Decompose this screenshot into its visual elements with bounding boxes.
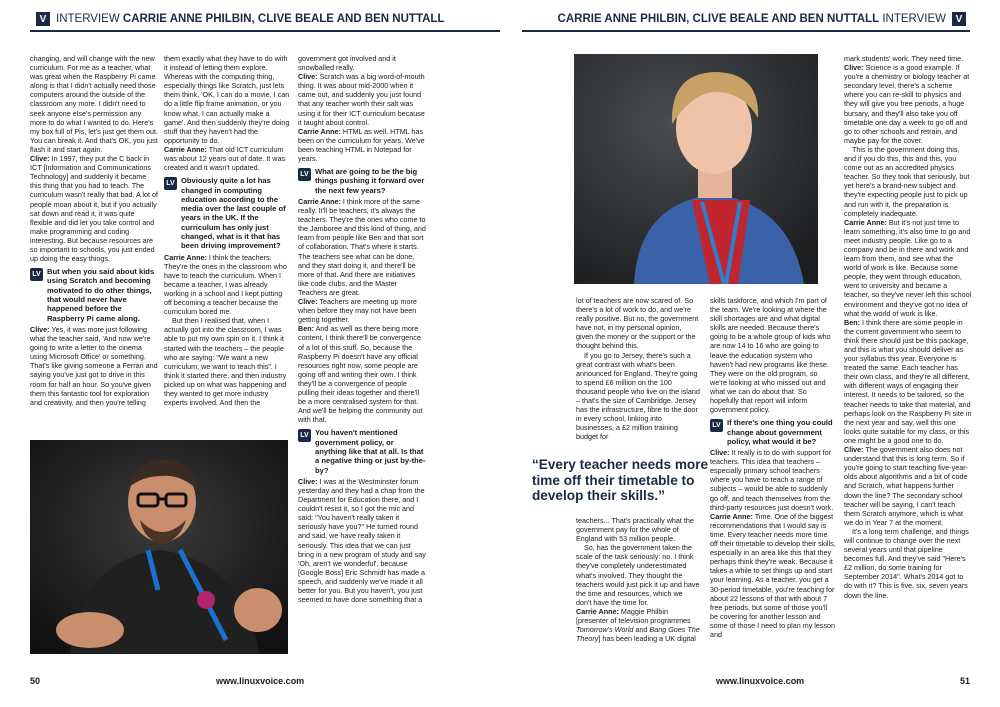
section-label: INTERVIEW (56, 13, 120, 25)
speaker: Clive: (30, 324, 50, 334)
paragraph: Carrie Anne: But it's not just time to learn something, it's also time to go and meet industry people. Like go to a company and be in there and work and learn from them, and see what the world of work is like. Because some people, they went through education, went to university and became a teacher, so they've never left this school environment and they've got no idea of what the world of work is like. (844, 217, 972, 318)
pull-quote: “Every teacher needs more time off their timetable to develop their skills.” (532, 457, 709, 503)
interview-question: LV Obviously quite a lot has changed in computing education according to the media over the last couple of years in the UK. If the curriculum has only just changed, what is it that has been driving improvement? (164, 176, 290, 250)
page-number-left: 50 (30, 676, 41, 686)
article-column-4-bottom (576, 516, 700, 666)
interview-question: LV If there's one thing you could change about government policy, what would it be? (710, 418, 836, 446)
speaker: Carrie Anne: (298, 197, 341, 207)
linux-voice-logo-icon: V (36, 12, 50, 26)
interview-question: LV You haven't mentioned government policy, or anything like that at all. Is that a negative thing or just by-the-by? (298, 428, 426, 474)
photo-clive-beale (30, 440, 288, 654)
speaker: Carrie Anne: (298, 126, 341, 136)
paragraph: Clive: I was at the Westminster forum yesterday and they had a chap from the Department for Education there, and I couldn't resist it, so I got the mic and said: "You haven't really taken it seriously have you?" He turned round and said, we have really taken it seriously. This idea that we can just bring in a new program of study and say 'Oh, aren't we wonderful', because [Google Boss] Eric Schmidt has made a speech, and suddenly we've made it all better for you. But you haven't, you just seemed to have done something that a (298, 476, 426, 605)
paragraph: Carrie Anne: Time. One of the biggest recommendations that I would say is time. Every teacher needs more time off their timetable to develop their skills, especially in an area like this that they perhaps think they're weak. Because it takes a while to set things up and start your learning. As a teacher, you get a 30-period timetable, you're teaching for about 22 lessons of that with about 7 free periods, but some of those you'll be covering for another lesson and some of those I need to plan my lesson and (710, 511, 836, 639)
paragraph: Clive: In 1997, they put the C back in ICT [Information and Communications Technology] and suddenly it became this thing that you had to teach. The curriculum wasn't really that bad. A lot of people moan about it, but if you actually sat down and read it, it was quite flexible and did let you take control and make programming and coding interesting. But because resources are so important to schools, you just ended up doing the easy things. (30, 154, 158, 264)
interview-question: LV But when you said about kids using Scratch and becoming motivated to do other things, that would never have happened before the Raspberry Pi came along. (30, 267, 158, 323)
paragraph: Carrie Anne: I think the teachers. They're the ones in the classroom who have to teach the curriculum. When I became a teacher, I was already working in a school and I kept putting off becoming a teacher because the curriculum bored me. (164, 252, 287, 317)
question-icon: LV (298, 429, 311, 442)
page-header-right (558, 10, 972, 28)
paragraph: Clive: It really is to do with support for teachers. This idea that teachers – especially primary school teachers where you have to teach a range of subjects – would be able to suddenly go off, and teach themselves from the third-party resources just doesn't work. (710, 448, 834, 512)
paragraph: Carrie Anne: HTML as well. HTML has been on the curriculum for years. We've been teaching HTML in Notepad for years. (298, 126, 425, 164)
speaker: Clive: (298, 476, 318, 486)
footer-url-right: www.linuxvoice.com (716, 676, 805, 686)
paragraph: Carrie Anne: Maggie Philbin [presenter of television programmes Tomorrow's World and Bang Goes The Theory] has been leading a UK digital (576, 606, 700, 644)
article-column-1 (30, 54, 158, 434)
paragraph: changing, and will change with the new curriculum. For me as a teacher, what was great when the Raspberry Pi came along is that I didn't actually need those computers around the outside of the classroom any more. I didn't need to seek anyone else's permission any more to do what I wanted to do. Here's my box full of Pis, let's just get them out. You can break it. And that's OK, you just flash it and start again. (30, 54, 158, 154)
paragraph: It's a long term challenge, and things will continue to change over the next several years until that pipeline becomes full. And they've said "Here's £2 million, do some training for September 2014". What's 2014 got to do with it? This is five, six, seven years down the line. (844, 526, 969, 600)
paragraph: This is the government doing this, and if you do this, this and this, you come out as an accredited physics teacher. So they took that seriously, but yet here's a brand-new subject and they're expecting people just to pick up and run with it, the preparation is completely inadequate. (844, 144, 970, 218)
paragraph: Clive: Science is a good example. If you're a chemistry or biology teacher at secondary level, there's a scheme where you can re-skill to physics and they will give you free periods, a huge bursary, and they'll also take you off timetable one day a week to go off and go to other schools and retrain, and maybe pay for the cover. (844, 63, 970, 145)
paragraph: mark students' work. They need time. (844, 54, 964, 63)
speaker: Clive: (844, 445, 864, 455)
header-names-left: CARRIE ANNE PHILBIN, CLIVE BEALE AND BEN NUTTALL (122, 13, 445, 25)
paragraph: Carrie Anne: That old ICT curriculum was about 12 years out of date. It was created and it wasn't updated. (164, 144, 286, 173)
article-column-2 (164, 54, 290, 434)
paragraph: them exactly what they have to do with it instead of letting them explore. Whereas with the computing thing, especially things like Scratch, just lets them think, 'OK, I can do a movie, I can do a little flip frame animation, or you know what, I can actually make a game'. And then suddenly they're doing stuff that they haven't had the opportunity to do. (164, 54, 290, 145)
speaker: Ben: (844, 317, 860, 327)
speaker: Clive: (298, 297, 318, 307)
speaker: Carrie Anne: (844, 217, 887, 227)
photo-illustration (30, 440, 288, 654)
speaker: Clive: (710, 448, 730, 458)
paragraph: Carrie Anne: I think more of the same really. It'll be teachers, it's always the teachers. They're the ones who come to the Jamboree and this kind of thing, and learn from people like Ben and that sort of collaboration. That's where it starts. The teachers see what can be done, and they start doing it, and there'll be more of that. And there are initiatives like code clubs, and the Master Teachers are great. (298, 197, 426, 297)
paragraph: Clive: Teachers are meeting up more when before they may not have been getting together. (298, 297, 417, 325)
article-column-4-top (576, 296, 700, 454)
header-names-right: CARRIE ANNE PHILBIN, CLIVE BEALE AND BEN NUTTALL (557, 13, 880, 25)
paragraph: But then I realised that, when I actually got into the classroom, I was able to put my own spin on it. I think it started with the teachers – the people who are saying: "We want a new curriculum; we want to teach this". I think it started there, and then industry picked up on what was happening and they wanted to get more industry experts involved. And then the (164, 316, 287, 408)
speaker: Clive: (844, 63, 864, 73)
speaker: Carrie Anne: (164, 252, 207, 262)
paragraph: government got involved and it snowballed really. (298, 54, 396, 73)
article-column-5 (710, 296, 836, 666)
question-icon: LV (30, 268, 43, 281)
question-icon: LV (164, 177, 177, 190)
question-icon: LV (298, 168, 311, 181)
linux-voice-logo-icon: V (952, 12, 966, 26)
speaker: Clive: (30, 154, 50, 164)
speaker: Clive: (298, 72, 318, 82)
photo-ben-nuttall (574, 54, 818, 284)
paragraph: teachers... That's practically what the government pay for the whole of England with 53 million people. (576, 516, 694, 544)
paragraph: lot of teachers are now scared of. So there's a lot of work to do, and we're really positive. But no, the government have not, in my personal opinion, given the money or the support or the thought behind this. (576, 296, 699, 351)
paragraph: Ben: I think there are some people in the current government who seem to think there should just be this package, and this is what you should deliver as your syllabus this year. Everyone is treated the same. Each teacher has their own class, and they're all different, with different ways of engaging their interest. It needs to be tailored, so the teacher needs to take that material, and perhaps look on the Raspberry Pi site in the next year and say, well this one looks quite suitable for my class, or this one might be a good one to do. (844, 317, 972, 445)
speaker: Carrie Anne: (576, 606, 619, 616)
paragraph: Ben: And as well as there being more content, I think there'll be convergence of a lot of this stuff. So, because the Raspberry Pi doesn't have any official resources right now, some people are going off and writing their own. I think they'll be a convergence of people pulling their ideas together and there'll be a more centralised system for that. And we'll be helping the community out with that. (298, 324, 423, 425)
speaker: Carrie Anne: (164, 144, 207, 154)
photo-illustration (574, 54, 818, 284)
section-label-right: INTERVIEW (882, 13, 946, 25)
paragraph: Clive: Scratch was a big word-of-mouth thing. It was about mid-2000 when it came out, and suddenly you just found that any teacher worth their salt was using it for their ICT curriculum because it taught about control. (298, 72, 425, 127)
page-number-right: 51 (959, 676, 970, 686)
page-header-left (30, 10, 444, 28)
paragraph: Clive: The government also does not understand that this is long term. So if you're going to start teaching five-year-olds about algorithms and a bit of code and Scratch, what happens further down the line? The secondary school teacher will be saying, I can't teach them Scratch anymore, which is what we do in Year 7 at the moment. (844, 445, 969, 527)
speaker: Carrie Anne: (710, 511, 753, 521)
paragraph: If you go to Jersey, there's such a great contrast with what's been announced for England. They're going to spend £6 million on the 100 thousand people who live on the island – that's the size of Cambridge. Jersey has the infrastructure, fibre to the door in every school, linking into businesses, a £2 million training budget for (576, 350, 700, 442)
footer-url-left: www.linuxvoice.com (216, 676, 305, 686)
header-rule (522, 30, 970, 32)
article-column-3 (298, 54, 426, 666)
header-rule (30, 30, 500, 32)
interview-question: LV What are going to be the big things pushing it forward over the next few years? (298, 167, 426, 195)
paragraph: So, has the government taken the scale of the task seriously: no. I think they've completely underestimated what's involved. They thought the teachers would just pick it up and have the time and resources, which we don't have the time for. (576, 543, 700, 607)
speaker: Ben: (298, 324, 314, 334)
article-column-6 (844, 54, 972, 666)
paragraph: skills taskforce, and which I'm part of the team. We're looking at where the skill shortages are and what digital skills are needed. Because there's going to be a whole group of kids who are now 14 to 16 who are going to leave the education system who haven't had new programs like these. They were on the old program, so we're looking at who missed out and what we can do about that. So hopefully that report will inform government policy. (710, 296, 831, 415)
question-icon: LV (710, 419, 723, 432)
paragraph: Clive: Yes, it was more just following what the teacher said, 'And now we're going to write a letter to the cinema using Microsoft Office' or something. That's like giving someone a Ferrari and saying you've just got to drive in this room for half an hour. So you've given them this fantastic tool for exploration and creativity, and then you're telling (30, 324, 158, 407)
